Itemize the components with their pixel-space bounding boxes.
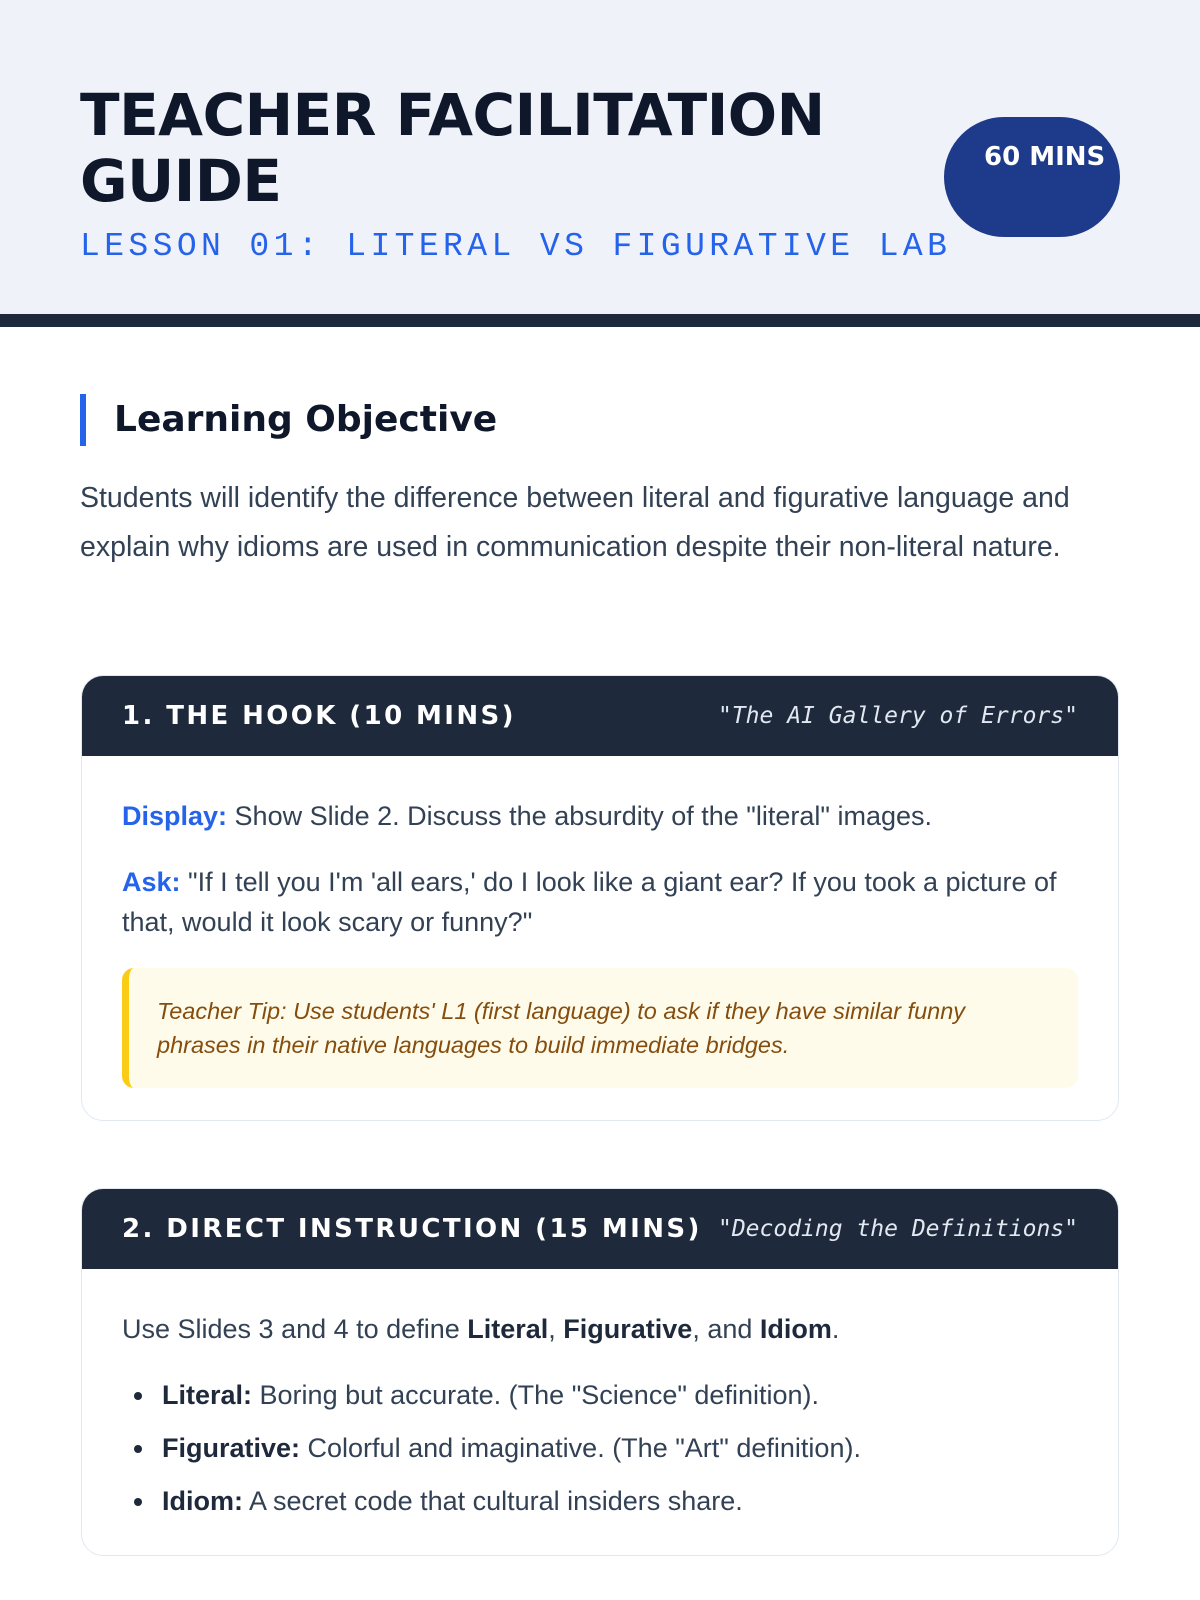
intro-term-literal: Literal: [467, 1314, 549, 1344]
objective-heading: Learning Objective: [80, 394, 497, 446]
page-header: [0, 0, 1200, 327]
definition-text: Boring but accurate. (The "Science" definition).: [252, 1380, 819, 1410]
intro-separator: ,: [548, 1314, 564, 1344]
intro-separator: , and: [692, 1314, 760, 1344]
display-text: Show Slide 2. Discuss the absurdity of the "literal" images.: [227, 801, 933, 831]
bullet-icon: [134, 1392, 142, 1400]
hook-section-body: [82, 756, 1118, 1121]
intro-term-figurative: Figurative: [563, 1314, 693, 1344]
instruction-section-header: [82, 1189, 1118, 1269]
intro-prefix: Use Slides 3 and 4 to define: [122, 1314, 468, 1344]
intro-suffix: .: [831, 1314, 840, 1344]
display-instruction: [122, 796, 1078, 836]
intro-term-idiom: Idiom: [759, 1314, 832, 1344]
ask-instruction: [122, 862, 1078, 942]
hook-section-card: [81, 675, 1119, 1121]
duration-badge: 60 MINS: [944, 117, 1120, 237]
definition-term: Literal:: [162, 1380, 253, 1410]
definition-item-literal: [122, 1375, 1078, 1415]
definition-item-idiom: [122, 1481, 1078, 1521]
definition-term: Idiom:: [162, 1486, 243, 1516]
instruction-section-quote: "Decoding the Definitions": [717, 1216, 1078, 1242]
definition-term: Figurative:: [162, 1433, 301, 1463]
instruction-section-body: [82, 1269, 1118, 1556]
instruction-section-title: 2. DIRECT INSTRUCTION (15 MINS): [122, 1214, 702, 1244]
definition-intro: [122, 1309, 1078, 1349]
definition-item-figurative: [122, 1428, 1078, 1468]
objective-text: Students will identify the difference between literal and figurative language and explain why idioms are used in communication despite their non-literal nature.: [80, 482, 1070, 563]
lesson-subtitle: LESSON 01: LITERAL VS FIGURATIVE LAB: [80, 228, 952, 265]
ask-label: Ask:: [122, 867, 181, 897]
ask-text: "If I tell you I'm 'all ears,' do I look like a giant ear? If you took a picture of that, would it look scary or funny?": [122, 867, 1057, 937]
display-label: Display:: [122, 801, 228, 831]
hook-section-title: 1. THE HOOK (10 MINS): [122, 701, 516, 731]
definition-text: A secret code that cultural insiders share.: [243, 1486, 743, 1516]
instruction-section-card: [81, 1188, 1119, 1556]
teacher-tip: Teacher Tip: Use students' L1 (first language) to ask if they have similar funny phrases in their native languages to build immediate bridges.: [122, 968, 1078, 1088]
definition-list: [122, 1375, 1078, 1521]
bullet-icon: [134, 1498, 142, 1506]
definition-text: Colorful and imaginative. (The "Art" definition).: [300, 1433, 861, 1463]
page-title: TEACHER FACILITATION GUIDE: [80, 81, 825, 215]
bullet-icon: [134, 1445, 142, 1453]
hook-section-quote: "The AI Gallery of Errors": [717, 703, 1078, 729]
hook-section-header: [82, 676, 1118, 756]
